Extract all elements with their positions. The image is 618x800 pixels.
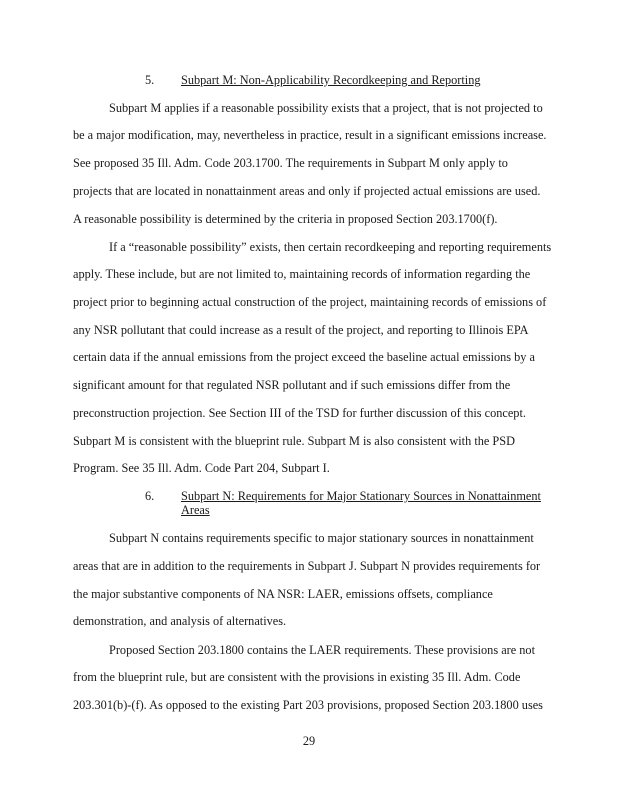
para-2-line-1: If a “reasonable possibility” exists, then certain recordkeeping and reporting requirements — [109, 240, 552, 254]
para-3-line-2: areas that are in addition to the requirements in Subpart J. Subpart N provides requirements for — [73, 559, 541, 573]
para-1-line-5: A reasonable possibility is determined by the criteria in proposed Section 203.1700(f). — [73, 212, 498, 226]
para-2-line-3: project prior to beginning actual construction of the project, maintaining records of emissions of — [73, 295, 547, 309]
para-2-line-2: apply. These include, but are not limited to, maintaining records of information regarding the — [73, 267, 531, 281]
section-6-title-line-2: Areas — [181, 503, 210, 517]
para-3-line-1: Subpart N contains requirements specific to major stationary sources in nonattainment — [109, 531, 534, 545]
para-2-line-7: preconstruction projection. See Section III of the TSD for further discussion of this concept. — [73, 406, 526, 420]
para-4-line-2: from the blueprint rule, but are consistent with the provisions in existing 35 Ill. Adm. Code — [73, 670, 521, 684]
section-5-title: Subpart M: Non-Applicability Recordkeeping and Reporting — [181, 73, 481, 87]
para-3-line-3: the major substantive components of NA NSR: LAER, emissions offsets, compliance — [73, 587, 493, 601]
para-1-line-3: See proposed 35 Ill. Adm. Code 203.1700. The requirements in Subpart M only apply to — [73, 156, 508, 170]
section-6-title-line-1: Subpart N: Requirements for Major Stationary Sources in Nonattainment — [181, 489, 541, 503]
para-2-line-6: significant amount for that regulated NSR pollutant and if such emissions differ from the — [73, 378, 511, 392]
para-2-line-8: Subpart M is consistent with the blueprint rule. Subpart M is also consistent with the PSD — [73, 434, 515, 448]
para-4-line-1: Proposed Section 203.1800 contains the LAER requirements. These provisions are not — [109, 643, 535, 657]
para-3-line-4: demonstration, and analysis of alternatives. — [73, 614, 287, 628]
page-number: 29 — [302, 734, 316, 748]
para-2-line-9: Program. See 35 Ill. Adm. Code Part 204, Subpart I. — [73, 461, 330, 475]
para-4-line-3: 203.301(b)-(f). As opposed to the existing Part 203 provisions, proposed Section 203.1800 uses — [73, 698, 543, 712]
para-2-line-5: certain data if the annual emissions from the project exceed the baseline actual emissions by a — [73, 350, 535, 364]
para-1-line-4: projects that are located in nonattainment areas and only if projected actual emissions are used. — [73, 184, 541, 198]
para-1-line-1: Subpart M applies if a reasonable possibility exists that a project, that is not projected to — [109, 101, 543, 115]
para-1-line-2: be a major modification, may, nevertheless in practice, result in a significant emissions increase. — [73, 128, 547, 142]
section-6-number: 6. — [145, 489, 155, 503]
para-2-line-4: any NSR pollutant that could increase as a result of the project, and reporting to Illinois EPA — [73, 323, 529, 337]
section-5-number: 5. — [145, 73, 155, 87]
